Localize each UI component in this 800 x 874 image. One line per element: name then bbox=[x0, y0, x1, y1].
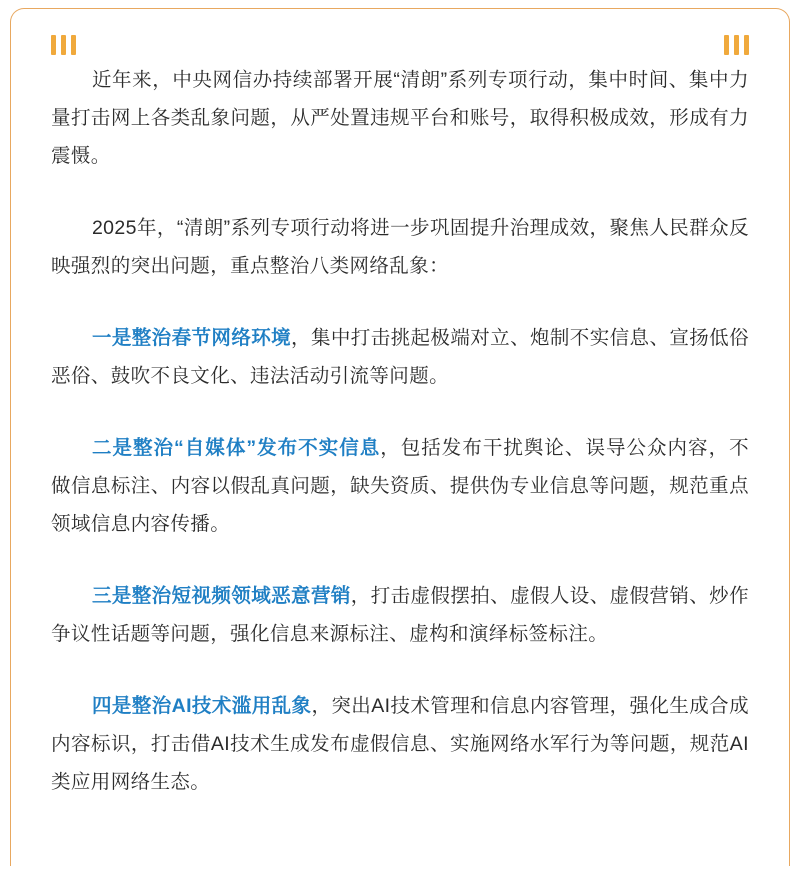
tally-mark-icon bbox=[734, 35, 739, 55]
tally-mark-icon bbox=[744, 35, 749, 55]
paragraph-year-2025 bbox=[51, 209, 749, 285]
tally-mark-icon bbox=[724, 35, 729, 55]
paragraph-text: 近年来，中央网信办持续部署开展“清朗”系列专项行动，集中时间、集中力量打击网上各类乱象问题，从严处置违规平台和账号，取得积极成效，形成有力震慑。 bbox=[51, 69, 749, 168]
paragraph-item-3 bbox=[51, 577, 749, 653]
paragraph-item-2 bbox=[51, 429, 749, 543]
article-body bbox=[41, 61, 759, 801]
paragraph-text: ，打击虚假摆拍、虚假人设、虚假营销、炒作争议性话题等问题，强化信息来源标注、虚构和演绎标签标注。 bbox=[51, 585, 749, 646]
paragraph-text: ，集中打击挑起极端对立、炮制不实信息、宣扬低俗恶俗、鼓吹不良文化、违法活动引流等问题。 bbox=[51, 327, 749, 388]
paragraph-text: 2025年，“清朗”系列专项行动将进一步巩固提升治理成效，聚焦人民群众反映强烈的突出问题，重点整治八类网络乱象： bbox=[51, 217, 749, 278]
decorative-corner-marks bbox=[41, 35, 759, 61]
top-right-mark-group bbox=[724, 35, 749, 55]
article-card bbox=[10, 8, 790, 866]
tally-mark-icon bbox=[61, 35, 66, 55]
item-lead-label: 二是整治“自媒体”发布不实信息 bbox=[91, 437, 381, 460]
paragraph-text: ，包括发布干扰舆论、误导公众内容，不做信息标注、内容以假乱真问题，缺失资质、提供伪专业信息等问题，规范重点领域信息内容传播。 bbox=[51, 437, 749, 536]
paragraph-text: ，突出AI技术管理和信息内容管理，强化生成合成内容标识，打击借AI技术生成发布虚假信息、实施网络水军行为等问题，规范AI类应用网络生态。 bbox=[51, 695, 749, 794]
item-lead-label: 一是整治春节网络环境 bbox=[91, 327, 292, 350]
tally-mark-icon bbox=[71, 35, 76, 55]
tally-mark-icon bbox=[51, 35, 56, 55]
paragraph-item-4 bbox=[51, 687, 749, 801]
item-lead-label: 三是整治短视频领域恶意营销 bbox=[91, 585, 351, 608]
paragraph-item-1 bbox=[51, 319, 749, 395]
item-lead-label: 四是整治AI技术滥用乱象 bbox=[91, 695, 312, 718]
top-left-mark-group bbox=[51, 35, 76, 55]
paragraph-intro bbox=[51, 61, 749, 175]
